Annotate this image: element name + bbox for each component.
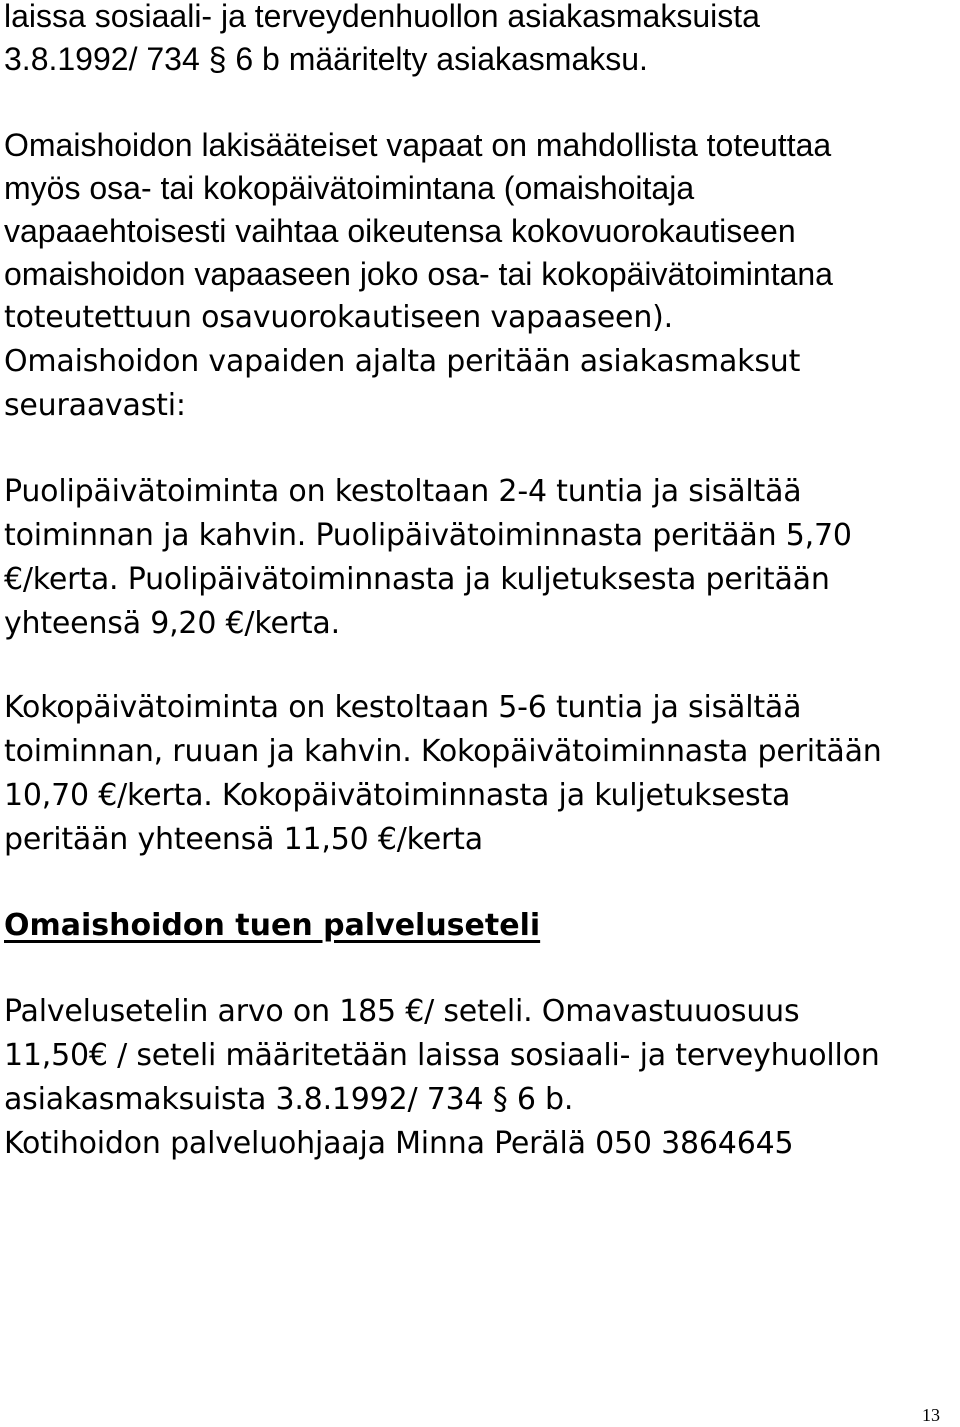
- text-line: yhteensä 9,20 €/kerta.: [4, 606, 340, 641]
- text-line: 10,70 €/kerta. Kokopäivätoiminnasta ja kuljetuksesta: [4, 778, 791, 813]
- text-line: Omaishoidon lakisääteiset vapaat on mahdollista toteuttaa: [4, 127, 832, 163]
- text-line: Puolipäivätoiminta on kestoltaan 2-4 tuntia ja sisältää: [4, 474, 802, 509]
- text-line: laissa sosiaali- ja terveydenhuollon asiakasmaksuista: [4, 0, 760, 34]
- text-line: 3.8.1992/ 734 § 6 b määritelty asiakasmaksu.: [4, 41, 648, 77]
- text-line: Kokopäivätoiminta on kestoltaan 5-6 tuntia ja sisältää: [4, 690, 802, 725]
- text-line: toiminnan ja kahvin. Puolipäivätoiminnasta peritään 5,70: [4, 518, 852, 553]
- text-line: seuraavasti:: [4, 388, 186, 423]
- text-line: Kotihoidon palveluohjaaja Minna Perälä 050 3864645: [4, 1126, 794, 1161]
- text-line: €/kerta. Puolipäivätoiminnasta ja kuljetuksesta peritään: [4, 562, 830, 597]
- text-line: peritään yhteensä 11,50 €/kerta: [4, 822, 483, 857]
- text-line: asiakasmaksuista 3.8.1992/ 734 § 6 b.: [4, 1082, 574, 1117]
- page-number: 13: [922, 1405, 940, 1425]
- text-line: toteutettuun osavuorokautiseen vapaaseen).: [4, 300, 673, 335]
- text-line: Palvelusetelin arvo on 185 €/ seteli. Omavastuuosuus: [4, 994, 800, 1029]
- text-line: 11,50€ / seteli määritetään laissa sosiaali- ja terveyhuollon: [4, 1038, 880, 1073]
- text-line: Omaishoidon vapaiden ajalta peritään asiakasmaksut: [4, 344, 801, 379]
- text-line: myös osa- tai kokopäivätoimintana (omaishoitaja: [4, 170, 695, 206]
- text-line: omaishoidon vapaaseen joko osa- tai kokopäivätoimintana: [4, 256, 833, 292]
- section-heading: Omaishoidon tuen palveluseteli: [4, 908, 541, 943]
- text-line: vapaaehtoisesti vaihtaa oikeutensa kokovuorokautiseen: [4, 213, 796, 249]
- text-line: toiminnan, ruuan ja kahvin. Kokopäivätoiminnasta peritään: [4, 734, 882, 769]
